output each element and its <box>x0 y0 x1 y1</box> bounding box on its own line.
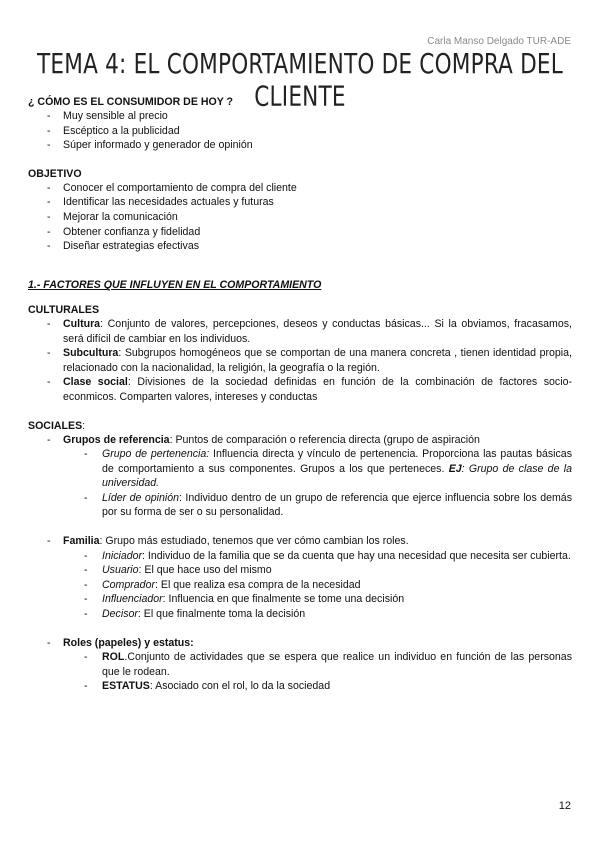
page-title: TEMA 4: EL COMPORTAMIENTO DE COMPRA DEL CLIENTE <box>37 47 563 113</box>
term: Cultura <box>63 317 101 330</box>
list-item: - Decisor: El que finalmente toma la decisión <box>28 607 572 622</box>
cultural-list <box>28 317 572 405</box>
consumer-list <box>28 109 572 153</box>
term: Familia <box>63 535 100 548</box>
list-item <box>28 317 572 346</box>
list-item <box>28 375 572 404</box>
roles-list <box>28 636 572 694</box>
definition: : Subgrupos homogéneos que se comportan de una manera concreta , tienen identidad propia, relacionado con la nacionalidad, la religión, la geografía o la región. <box>63 347 572 374</box>
list-item <box>28 636 572 694</box>
roles-sublist <box>28 650 572 694</box>
list-item: - Influenciador: Influencia en que finalmente se tome una decisión <box>28 592 572 607</box>
list-item: - Conocer el comportamiento de compra del cliente <box>28 181 572 196</box>
objective-heading: OBJETIVO <box>28 167 82 180</box>
definition: : Divisiones de la sociedad definidas en función de la combinación de factores socio-econmicos. Comparten valores, intereses y conductas <box>63 376 573 403</box>
list-item: - ESTATUS: Asociado con el rol, lo da la sociedad <box>28 679 572 694</box>
list-item: - Diseñar estrategias efectivas <box>28 239 572 254</box>
list-item: - Mejorar la comunicación <box>28 210 572 225</box>
section-heading: 1.- FACTORES QUE INFLUYEN EN EL COMPORTAMIENTO <box>28 279 322 292</box>
consumer-heading: ¿ CÓMO ES EL CONSUMIDOR DE HOY ? <box>28 96 234 108</box>
list-item <box>28 534 572 622</box>
list-item: - Identificar las necesidades actuales y futuras <box>28 195 572 210</box>
family-sublist <box>28 549 572 622</box>
author-header: Carla Manso Delgado TUR-ADE <box>427 36 571 47</box>
list-item <box>28 433 572 521</box>
list-item: - Grupo de pertenencia: Influencia directa y vínculo de pertenencia. Proporciona las pautas básicas de comportamiento a sus componentes. Grupos a los que perteneces. EJ: Grupo de clase de la universidad. <box>28 447 572 491</box>
page-number: 12 <box>558 800 571 812</box>
list-item: - Muy sensible al precio <box>28 109 572 124</box>
list-item: - ROL.Conjunto de actividades que se espera que realice un individuo en función de las personas que le rodean. <box>28 650 572 679</box>
cultural-heading: CULTURALES <box>28 303 100 316</box>
list-item <box>28 346 572 375</box>
list-item: - Comprador: El que realiza esa compra de la necesidad <box>28 578 572 593</box>
definition: : Conjunto de valores, percepciones, deseos y conductas básicas... Si la obviamos, fracasamos, será difícil de cambiar en los individuos. <box>63 317 572 345</box>
social-heading: SOCIALES: <box>28 419 86 432</box>
term: Clase social <box>63 376 128 389</box>
document-body <box>28 95 572 694</box>
family-list <box>28 534 572 622</box>
list-item: - Escéptico a la publicidad <box>28 124 572 139</box>
term: Grupos de referencia <box>63 433 170 446</box>
term: Subcultura <box>63 347 119 360</box>
definition: : Puntos de comparación o referencia directa (grupo de aspiración <box>169 433 480 446</box>
definition: : Grupo más estudiado, tenemos que ver cómo cambian los roles. <box>99 535 409 548</box>
social-list <box>28 433 572 521</box>
reference-sublist <box>28 447 572 520</box>
list-item: - Súper informado y generador de opinión <box>28 138 572 153</box>
list-item: - Líder de opinión: Individuo dentro de un grupo de referencia que ejerce influencia sobre los demás por su forma de ser o su personalidad. <box>28 491 572 520</box>
objective-list <box>28 181 572 254</box>
list-item: - Iniciador: Individuo de la familia que se da cuenta que hay una necesidad que necesita ser cubierta. <box>28 549 572 564</box>
list-item: - Usuario: El que hace uso del mismo <box>28 563 572 578</box>
list-item: - Obtener confianza y fidelidad <box>28 225 572 240</box>
term: Roles (papeles) y estatus: <box>63 636 194 649</box>
